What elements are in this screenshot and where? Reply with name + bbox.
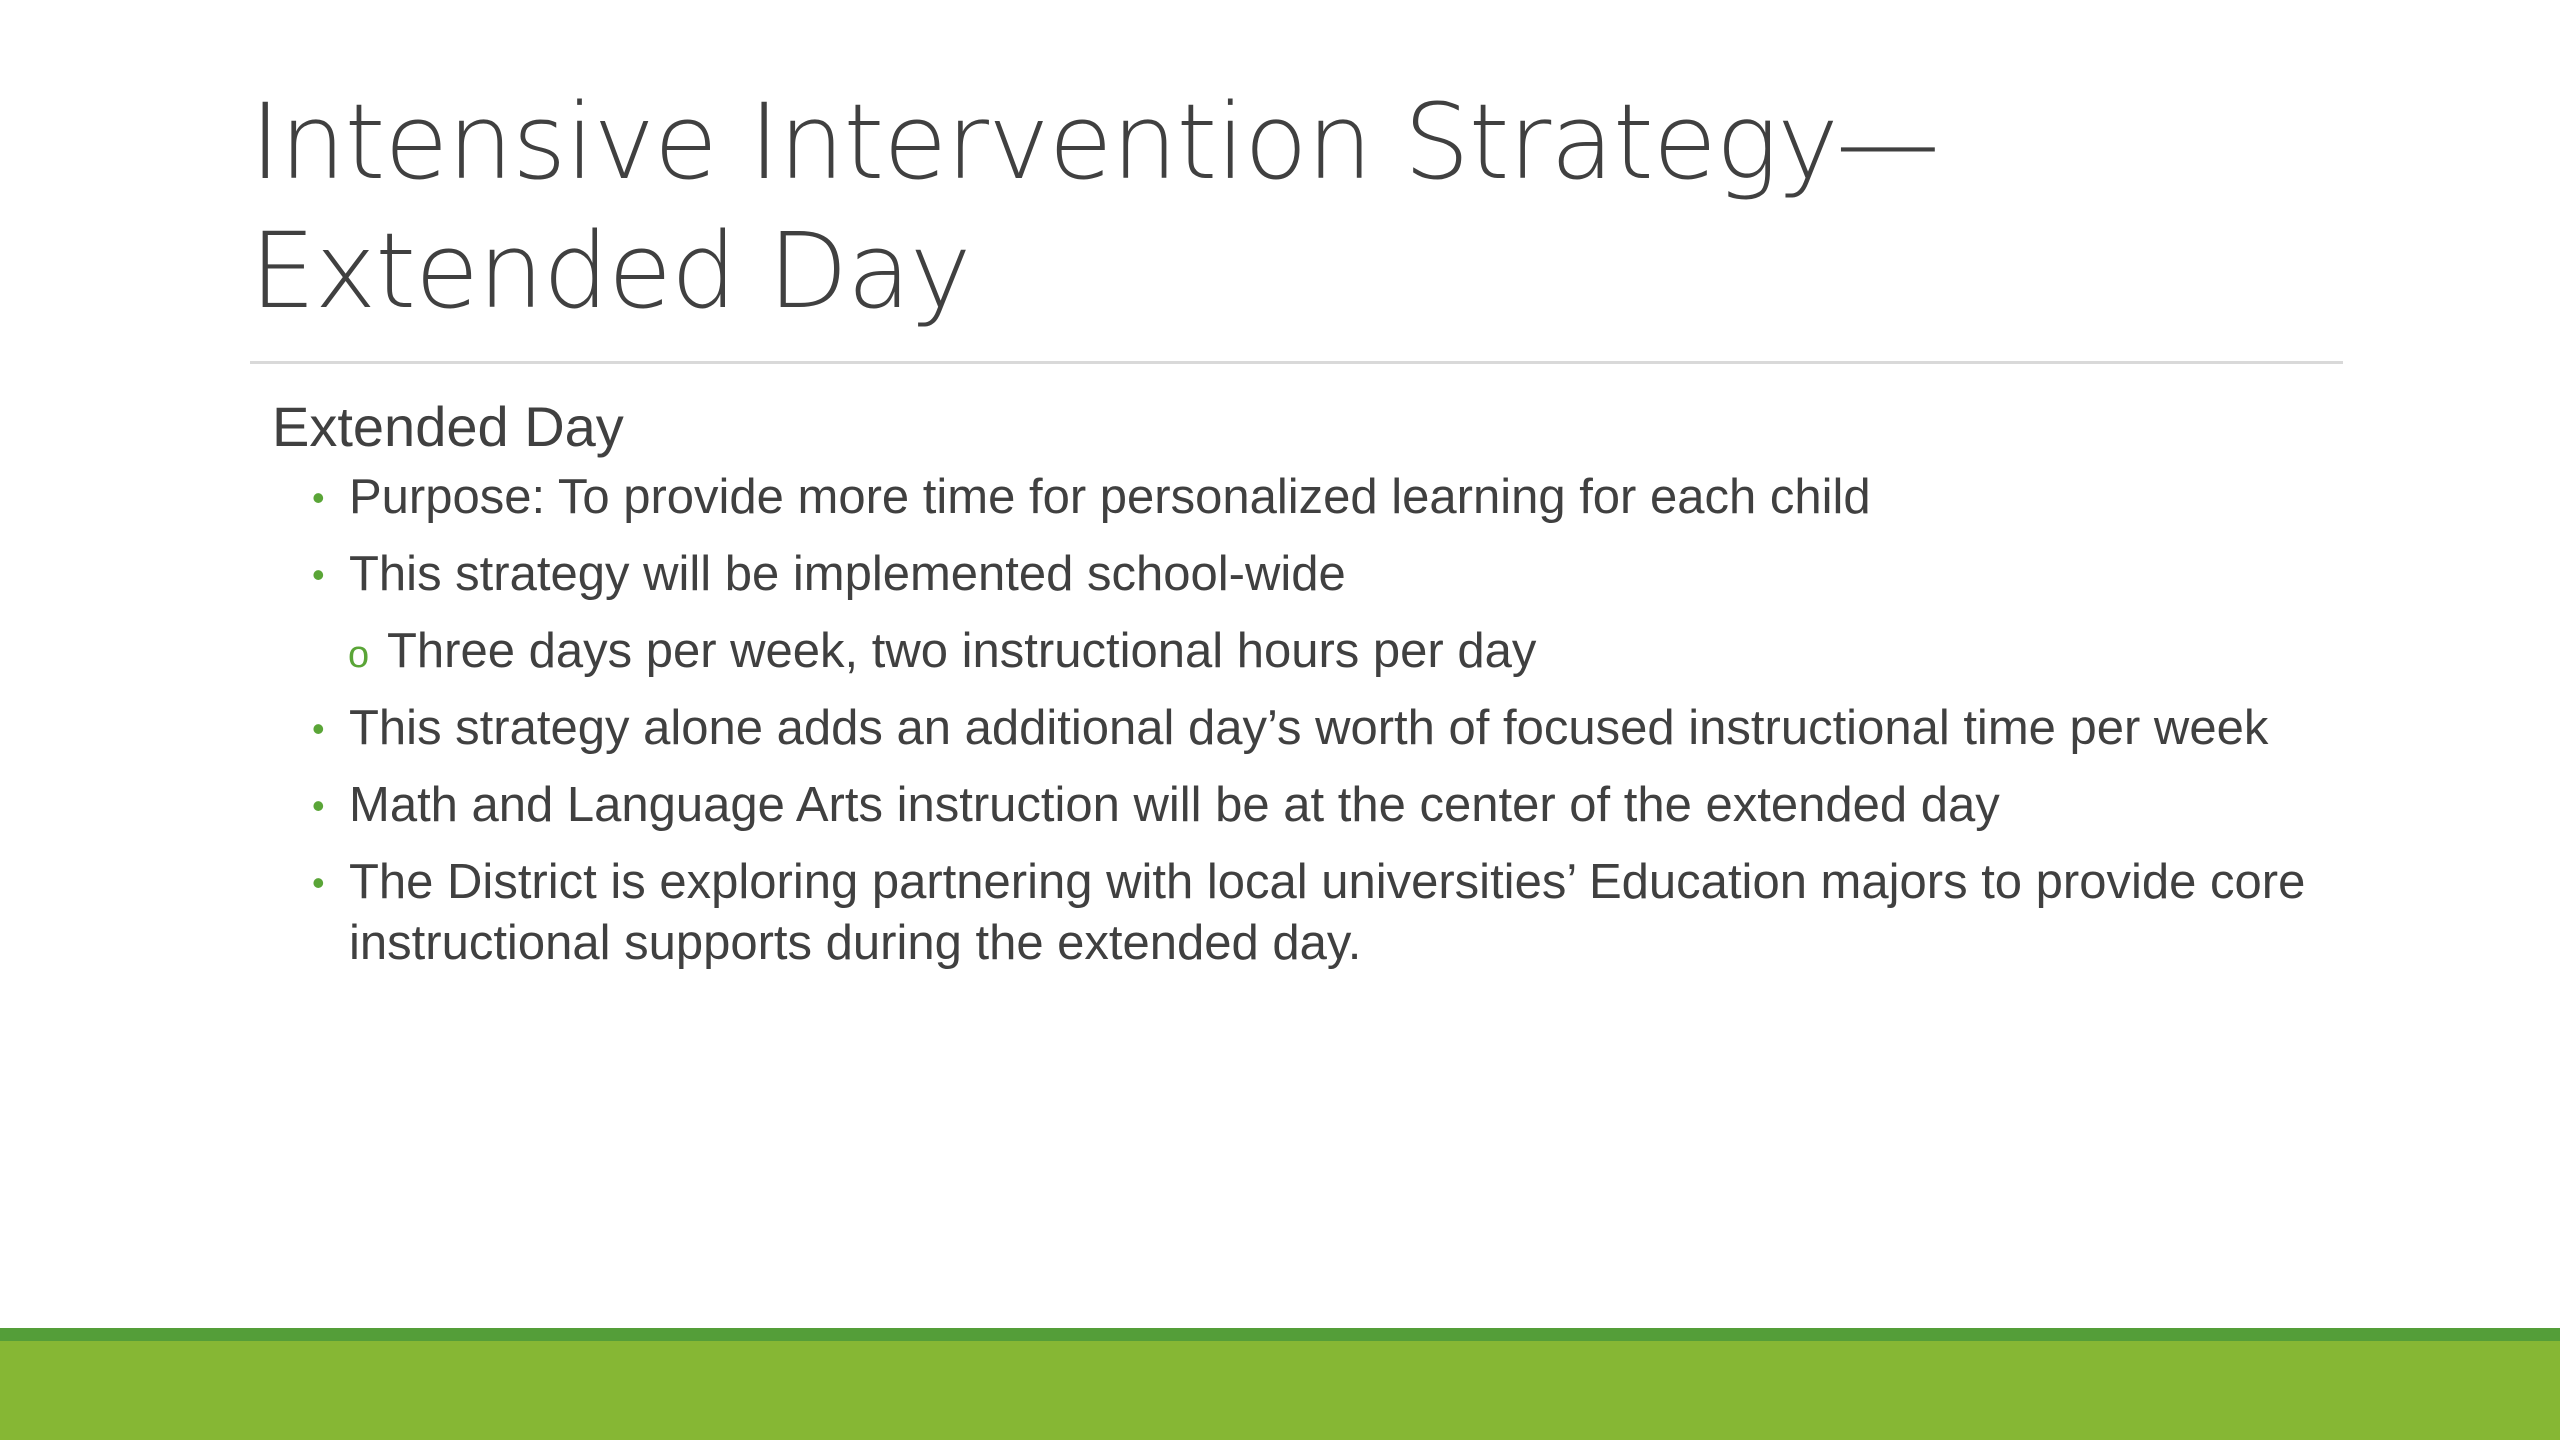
slide-content — [272, 393, 2322, 990]
slide-title — [250, 78, 2350, 336]
bullet-dot-icon: • — [312, 477, 325, 518]
section-heading: Extended Day — [272, 395, 624, 458]
bullet-dot-icon: • — [312, 554, 325, 595]
sub-bullet-text: Three days per week, two instructional hours per day — [387, 624, 1537, 678]
bullet-item-additional-day — [272, 698, 2322, 759]
bullet-text: Math and Language Arts instruction will be at the center of the extended day — [349, 778, 2000, 832]
bullet-text: The District is exploring partnering with local universities’ Education majors to provide core instructional supports during the extended day. — [349, 855, 2306, 970]
bullet-list — [272, 467, 2322, 974]
slide-title-line-1: Intensive Intervention Strategy— — [250, 81, 1939, 203]
bullet-item-district-partnering — [272, 852, 2322, 974]
bullet-item-math-language — [272, 775, 2322, 836]
sub-bullet-item-schedule — [272, 621, 2322, 682]
bullet-item-purpose — [272, 467, 2322, 528]
title-divider — [250, 361, 2343, 364]
bullet-text: This strategy alone adds an additional day’s worth of focused instructional time per week — [349, 701, 2269, 755]
bullet-text: This strategy will be implemented school-wide — [349, 547, 1346, 601]
bullet-text: Purpose: To provide more time for personalized learning for each child — [349, 470, 1871, 524]
bullet-dot-icon: • — [312, 785, 325, 826]
bullet-dot-icon: • — [312, 862, 325, 903]
sub-bullet-circle-icon: o — [348, 634, 370, 676]
bullet-dot-icon: • — [312, 708, 325, 749]
footer-accent-stripe — [0, 1328, 2560, 1341]
slide-title-line-2: Extended Day — [250, 210, 971, 332]
bullet-item-school-wide — [272, 544, 2322, 605]
footer-band — [0, 1341, 2560, 1440]
